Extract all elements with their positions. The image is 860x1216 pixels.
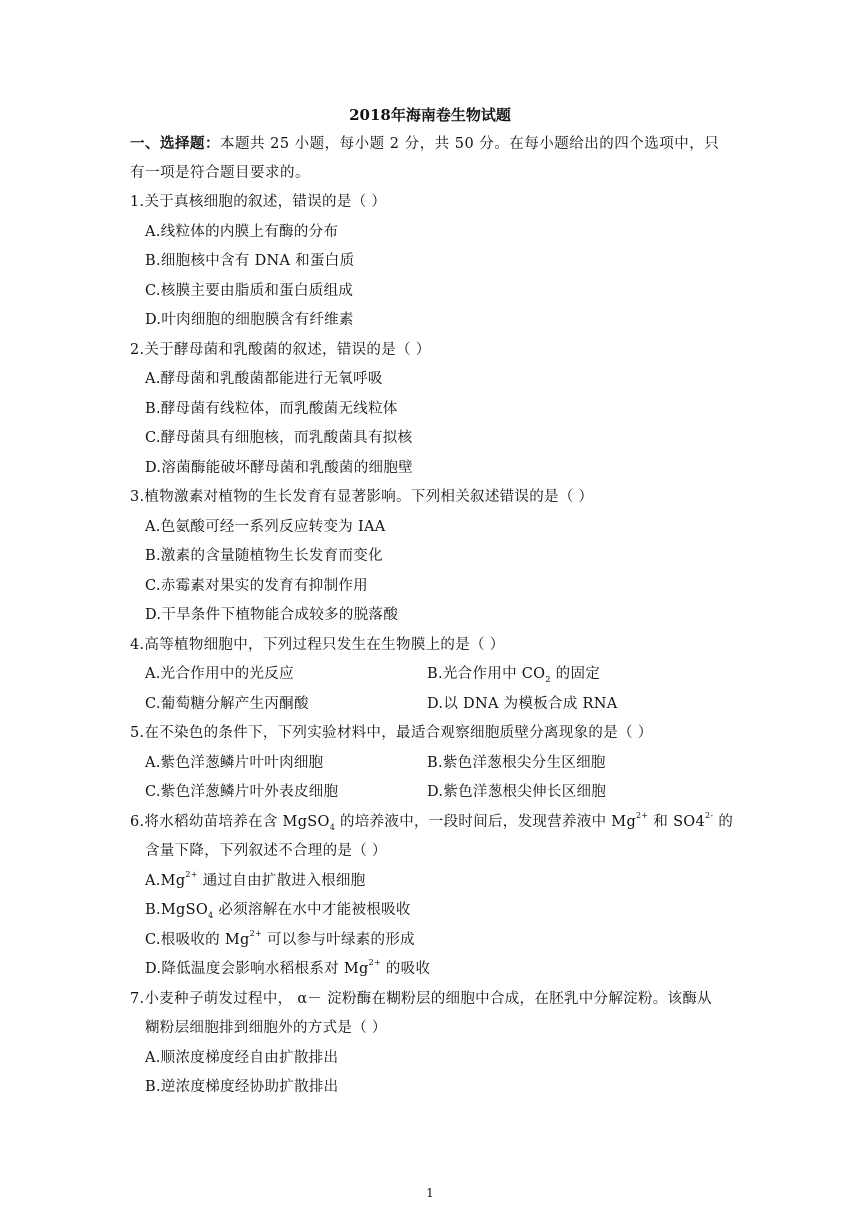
question-3-option-d: D.干旱条件下植物能合成较多的脱落酸 [145,607,399,623]
question-6-option-d [145,954,430,984]
question-6-stem-line2: 含量下降，下列叙述不合理的是（ ） [145,843,387,859]
q6d-text: D.降低温度会影响水稻根系对 Mg [145,961,369,977]
question-4-stem: 4.高等植物细胞中，下列过程只发生在生物膜上的是（ ） [130,637,505,653]
question-4-option-a: A.光合作用中的光反应 [145,666,294,682]
section-instructions: 本题共 25 小题，每小题 2 分，共 50 分。在每小题给出的四个选项中，只 [220,136,720,152]
question-1-stem: 1.关于真核细胞的叙述，错误的是（ ） [130,194,387,210]
question-5-option-b: B.紫色洋葱根尖分生区细胞 [427,755,606,771]
q4b-text: B.光合作用中 CO [427,666,546,682]
q6-stem-text-mid2: 和 SO4 [648,814,706,830]
q4b-text-end: 的固定 [550,666,601,682]
section-heading [130,129,735,159]
page-number: 1 [426,1186,434,1200]
q6c-text-end: 可以参与叶绿素的形成 [262,932,415,948]
question-4-option-b [427,659,600,689]
section-label: 一、选择题： [130,135,220,152]
question-2-option-c: C.酵母菌具有细胞核，而乳酸菌具有拟核 [145,430,413,446]
question-3-option-a: A.色氨酸可经一系列反应转变为 IAA [145,519,386,535]
question-6-option-c [145,925,415,955]
question-2-option-b: B.酵母菌有线粒体，而乳酸菌无线粒体 [145,401,398,417]
q6-stem-subscript: 4 [329,822,336,832]
question-1-option-c: C.核膜主要由脂质和蛋白质组成 [145,283,354,299]
q6d-text-end: 的吸收 [380,961,431,977]
section-instructions-line2: 有一项是符合题目要求的。 [130,165,310,181]
q6a-text-end: 通过自由扩散进入根细胞 [197,873,366,889]
q6-stem-text-mid: 的培养液中，一段时间后，发现营养液中 Mg [335,814,637,830]
q6-stem-superscript-mg: 2+ [636,811,649,821]
question-1-option-d: D.叶肉细胞的细胞膜含有纤维素 [145,312,354,328]
question-5-option-a: A.紫色洋葱鳞片叶叶肉细胞 [145,755,324,771]
question-7-stem-line2: 糊粉层细胞排到细胞外的方式是（ ） [145,1020,387,1036]
question-2-option-d: D.溶菌酶能破坏酵母菌和乳酸菌的细胞壁 [145,460,413,476]
page-title: 2018年海南卷生物试题 [349,106,511,124]
question-3-option-b: B.激素的含量随植物生长发育而变化 [145,548,383,564]
q6c-superscript: 2+ [249,929,263,939]
question-2-stem: 2.关于酵母菌和乳酸菌的叙述，错误的是（ ） [130,342,431,358]
question-1-option-b: B.细胞核中含有 DNA 和蛋白质 [145,253,355,269]
question-6-option-a [145,866,366,896]
question-4-option-c: C.葡萄糖分解产生丙酮酸 [145,696,309,712]
question-5-option-c: C.紫色洋葱鳞片叶外表皮细胞 [145,784,339,800]
q6-stem-text: 6.将水稻幼苗培养在含 MgSO [130,814,330,830]
question-7-stem: 7.小麦种子萌发过程中， α－ 淀粉酶在糊粉层的细胞中合成，在胚乳中分解淀粉。该酶从 [130,991,712,1007]
question-5-option-d: D.紫色洋葱根尖伸长区细胞 [427,784,607,800]
q6a-superscript: 2+ [185,870,198,880]
question-4-option-d: D.以 DNA 为模板合成 RNA [427,696,618,712]
q6a-text: A.Mg [145,873,186,889]
question-3-stem: 3.植物激素对植物的生长发育有显著影响。下列相关叙述错误的是（ ） [130,489,594,505]
question-1-option-a: A.线粒体的内膜上有酶的分布 [145,224,339,240]
question-3-option-c: C.赤霉素对果实的发育有抑制作用 [145,578,368,594]
q6b-text: B.MgSO [145,902,209,918]
q6b-subscript: 4 [208,910,214,920]
question-6-option-b [145,895,411,925]
question-7-option-a: A.顺浓度梯度经自由扩散排出 [145,1050,339,1066]
question-2-option-a: A.酵母菌和乳酸菌都能进行无氧呼吸 [145,371,383,387]
question-6-stem [130,807,735,837]
q6-stem-superscript-so4: 2- [705,811,714,821]
question-5-stem: 5.在不染色的条件下，下列实验材料中，最适合观察细胞质壁分离现象的是（ ） [130,725,653,741]
q6c-text: C.根吸收的 Mg [145,932,250,948]
question-7-option-b: B.逆浓度梯度经协助扩散排出 [145,1079,339,1095]
q6-stem-text-end: 的 [713,814,734,830]
q6b-text-end: 必须溶解在水中才能被根吸收 [213,902,411,918]
q4b-subscript: 2 [545,674,551,684]
q6d-superscript: 2+ [368,958,381,968]
